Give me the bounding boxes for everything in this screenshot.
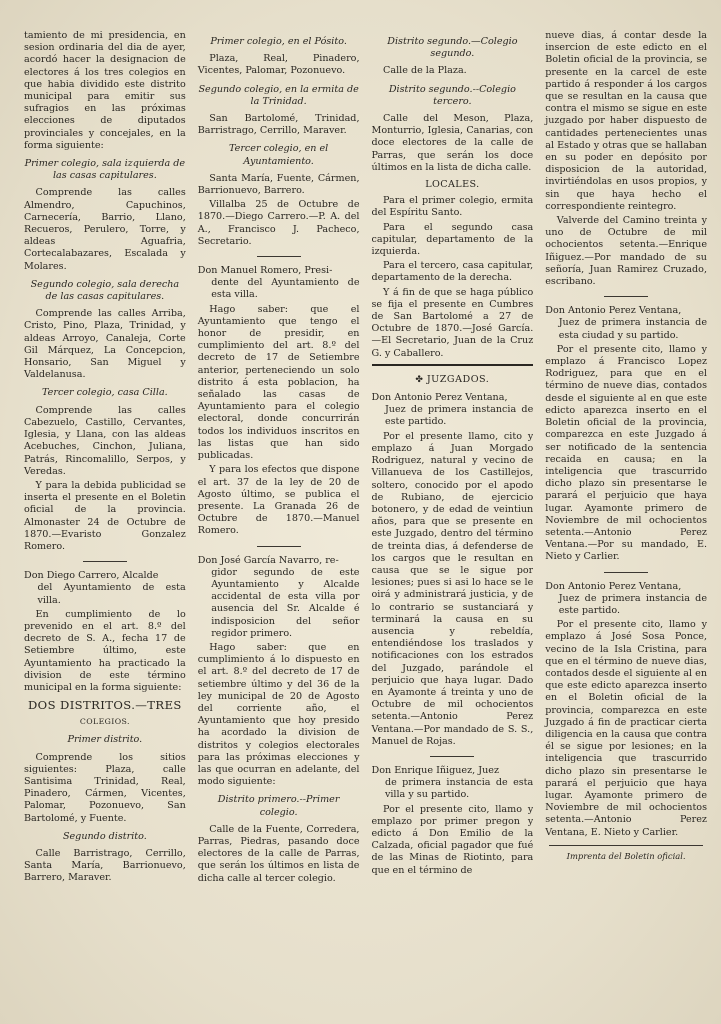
notice-title-line: Don Antonio Perez Ventana, — [371, 392, 508, 404]
section-heading: Distrito segundo.--Colegio tercero. — [388, 83, 516, 107]
notice-title — [545, 581, 707, 618]
paragraph: nueve dias, á contar desde la insercion de este edicto en el Boletin oficial de la provincia, se presente en la carcel de este partido á responder á los cargos que se resultan en la causa que contra el mismo se sigue en este juzgado por haber dispuesto de cantidades pertenecientes unas al Estado y otras que se hallaban en su poder en depósito por disposicion de la autoridad, invirtiéndolas en usos propios, y sin que haya hecho el correspondiente reintegro. — [545, 30, 707, 212]
notice-title — [372, 765, 534, 802]
paragraph: Villalba 25 de Octubre de 1870.—Diego Carrero.—P. A. del A., Francisco J. Pacheco, Secretario. — [197, 199, 360, 247]
paragraph: Por el presente cito, llamo y emplazo á Francisco Lopez Rodriguez, para que en el término de nueve dias, contados desde el siguiente al en que este edicto aparezca inserto en el Boletin oficial de la provincia, comparezca en este Juzgado á ser notificado de la sentencia recaida en causa; en la inteligencia que trascurrido dicho plazo sin presentarse le parará el perjuicio que haya lugar. Ayamonte primero de Noviembre de mil ochocientos setenta.—Antonio Perez Ventana.—Por su mandado, E. Nieto y Carlier. — [545, 343, 707, 563]
paragraph: Hago saber: que en cumplimiento á lo dispuesto en el art. 8.º del decreto de 17 de setiembre último y del 36 de la ley municipal de 20 de Agosto del corriente año, el Ayuntamiento que hoy presido ha acordado la division de distritos y colegios electorales para las próximas elecciones y las que ocurran en adelante, del modo siguiente: — [197, 641, 360, 788]
notice-title — [198, 555, 360, 640]
paragraph: Calle de la Fuente, Corredera, Parras, Piedras, pasando doce electores de la calle de Parras, que serán los últimos en lista de dicha calle al tercer colegio. — [197, 823, 360, 884]
districts-subheading: COLEGIOS. — [79, 717, 130, 727]
ornament-icon: ✤ — [415, 374, 427, 385]
paragraph: Valverde del Camino treinta y uno de Octubre de mil ochocientos setenta.—Enrique Iñiguez.—Por mandado de su señoría, Juan Ramirez Cruzado, escribano. — [545, 215, 707, 288]
divider — [604, 296, 648, 297]
column-4 — [543, 30, 707, 1020]
paragraph: Calle Barristrago, Cerrillo, Santa María, Barrionuevo, Barrero, Maraver. — [24, 847, 186, 884]
section-heading: Segundo distrito. — [62, 830, 147, 842]
paragraph: Para el tercero, casa capitular, departamento de la derecha. — [371, 260, 534, 284]
divider — [604, 572, 648, 573]
section-heading: Segundo colegio, en la ermita de la Trinidad. — [198, 83, 359, 107]
paragraph: Y á fin de que se haga público se fija el presente en Cumbres de San Bartolomé a 27 de Octubre de 1870.—José García.—El Secretario, Juan de la Cruz G. y Caballero. — [371, 286, 534, 359]
paragraph: Comprende las calles Arriba, Cristo, Pino, Plaza, Trinidad, y aldeas Arroyo, Canaleja, Corte Gil Márquez, La Concepcion, Honsario, San Miguel y Valdelanusa. — [24, 308, 186, 381]
notice-title-line: del Ayuntamiento de esta villa. — [37, 582, 186, 606]
section-heading: Tercer colegio, casa Cilla. — [42, 387, 168, 399]
paragraph: En cumplimiento de lo prevenido en el art. 8.º del decreto de S. A., fecha 17 de Setiembre último, este Ayuntamiento ha practicado la division de este término municipal en la forma siguiente: — [24, 608, 186, 693]
section-heading: Distrito segundo.—Colegio segundo. — [387, 36, 518, 60]
paragraph: Calle de la Plaza. — [383, 65, 467, 77]
notice-title-line: dente del Ayuntamiento de esta villa. — [211, 277, 360, 301]
paragraph: Plaza, Real, Pinadero, Vicentes, Palomar, Pozonuevo. — [197, 53, 360, 77]
paragraph: Comprende las calles Almendro, Capuchinos, Carnecería, Barrio, Llano, Recueros, Perulero, Torre, y aldeas Aguafria, Cortecalabazares, Escalada y Molares. — [24, 187, 186, 272]
notice-title-line: Don Diego Carrero, Alcalde — [24, 570, 159, 582]
paragraph: Comprende los sitios siguientes: Plaza, calle Santisima Trinidad, Real, Pinadero, Cármen, Vicentes, Palomar, Pozonuevo, San Bartolomé, y Fuente. — [24, 751, 186, 824]
paragraph: tamiento de mi presidencia, en sesion ordinaria del dia de ayer, acordó hacer la designacion de electores á los tres colegios en que habia dividido este distrito municipal para emitir sus sufragios en las próximas elecciones de diputados provinciales y concejales, en la forma siguiente: — [24, 30, 186, 151]
notice-title-line: de primera instancia de esta villa y su partido. — [384, 777, 534, 801]
notice-title-line: Don Enrique Iñiguez, Juez — [371, 764, 500, 776]
notice-title — [545, 305, 707, 342]
paragraph: Hago saber: que el Ayuntamiento que tengo el honor de presidir, en cumplimiento del art. 8.º del decreto de 17 de Setiembre anterior, perteneciendo un solo distrito á esta poblacion, ha señalado las casas de Ayuntamiento para el colegio electoral, donde concurrirán todos los individuos inscritos en las listas que han sido publicadas. — [197, 303, 360, 462]
paragraph: Para el primer colegio, ermita del Espíritu Santo. — [371, 195, 534, 219]
section-heading: Primer colegio, sala izquierda de las casas capitulares. — [24, 158, 186, 182]
column-3 — [370, 30, 534, 1020]
columns — [22, 30, 707, 1020]
notice-title-line: Juez de primera instancia de este partido. — [384, 404, 534, 428]
juzgados-label: JUZGADOS. — [426, 373, 490, 385]
printer-credit: Imprenta del Boletin oficial. — [566, 850, 686, 861]
section-heading: Distrito primero.--Primer colegio. — [217, 794, 340, 818]
paragraph: Y para la debida publicidad se inserta el presente en el Boletin oficial de la provincia. Almonaster 24 de Octubre de 1870.—Evaristo Gonzalez Romero. — [24, 479, 186, 552]
divider — [83, 561, 127, 562]
paragraph: Calle del Meson, Plaza, Monturrio, Iglesia, Canarias, con doce electores de la calle de Parras, que serán los doce últimos en la lista de dicha calle. — [371, 113, 534, 173]
districts-heading: DOS DISTRITOS.—TRES — [27, 698, 182, 713]
notice-title-line: Don Antonio Perez Ventana, — [545, 305, 682, 317]
divider — [257, 546, 301, 547]
paragraph: Y para los efectos que dispone el art. 37 de la ley de 20 de Agosto último, se publica el presente. La Granada 26 de Octubre de 1870.—Manuel Romero. — [197, 464, 360, 537]
paragraph: Santa María, Fuente, Cármen, Barrionuevo, Barrero. — [197, 172, 360, 197]
divider — [430, 756, 474, 757]
paragraph: Comprende las calles Cabezuelo, Castillo, Cervantes, Iglesia, y Llana, con las aldeas Acebuches, Cinchon, Juliana, Patrás, Rincomalillo, Serpos, y Veredas. — [24, 404, 186, 477]
notice-title-line: Don José García Navarro, re- — [197, 554, 339, 566]
divider — [257, 256, 301, 257]
closing-rule — [549, 845, 703, 846]
notice-title-line: Juez de primera instancia de esta ciudad y su partido. — [558, 317, 707, 341]
notice-title-line: Don Manuel Romero, Presi- — [197, 265, 333, 277]
notice-title-line: gidor segundo de este Ayuntamiento y Alcalde accidental de esta villa por ausencia del Sr. Alcalde é indisposicion del señor regidor primero. — [211, 566, 360, 639]
section-divider — [372, 364, 534, 366]
section-heading: Primer distrito. — [67, 734, 143, 746]
column-1 — [22, 30, 186, 1020]
section-heading: Primer colegio, en el Pósito. — [210, 36, 347, 47]
notice-title — [24, 570, 186, 607]
paragraph: Por el presente cito, llamo y emplazo á José Sosa Ponce, vecino de la Isla Cristina, para que en el término de nueve dias, contados desde el siguiente al en que este edicto aparezca inserto en el Boletin oficial de la provincia, comparezca en este Juzgado á fin de practicar cierta diligencia en la causa que contra él se sigue por lesiones; en la inteligencia que trascurrido dicho plazo sin presentarse le parará el perjuicio que haya lugar. Ayamonte primero de Noviembre de mil ochocientos setenta.—Antonio Perez Ventana, E. Nieto y Carlier. — [545, 619, 707, 838]
column-2 — [196, 30, 360, 1020]
notice-title-line: Juez de primera instancia de este partido. — [558, 592, 707, 616]
juzgados-heading — [372, 374, 534, 386]
section-heading: Tercer colegio, en el Ayuntamiento. — [229, 143, 329, 167]
paragraph: Por el presente cito, llamo y emplazo por primer pregon y edicto á Don Emilio de la Calzada, oficial pagador que fué de las Minas de Riotinto, para que en el término de — [371, 803, 534, 876]
notice-title — [372, 392, 534, 429]
paragraph: Por el presente llamo, cito y emplazo á Juan Morgado Rodriguez, natural y vecino de Villanueva de los Castillejos, soltero, conocido por el apodo de Rubiano, de ejercicio botonero, y de edad de veintiun años, para que se presente en este Juzgado, dentro del término de treinta dias, á defenderse de los cargos que le resultan en causa que se le sigue por lesiones; pues si asi lo hace se le oirá y administrará justicia, y de lo contrario se sustanciará y terminará la causa en su ausencia y rebeldía, entendiéndose los traslados y notificaciones con los estrados del Juzgado, parándole el perjuicio que haya lugar. Dado en Ayamonte á treinta y uno de Octubre de mil ochocientos setenta.—Antonio Perez Ventana.—Por mandado de S. S., Manuel de Rojas. — [371, 430, 534, 747]
locales-heading: LOCALES. — [425, 179, 480, 191]
notice-title-line: Don Antonio Perez Ventana, — [545, 580, 682, 592]
paragraph: San Bartolomé, Trinidad, Barristrago, Cerrillo, Maraver. — [197, 113, 360, 137]
paragraph: Para el segundo casa capitular, departamento de la izquierda. — [371, 221, 534, 258]
section-heading: Segundo colegio, sala derecha de las casas capitulares. — [30, 278, 180, 303]
notice-title — [198, 265, 360, 302]
